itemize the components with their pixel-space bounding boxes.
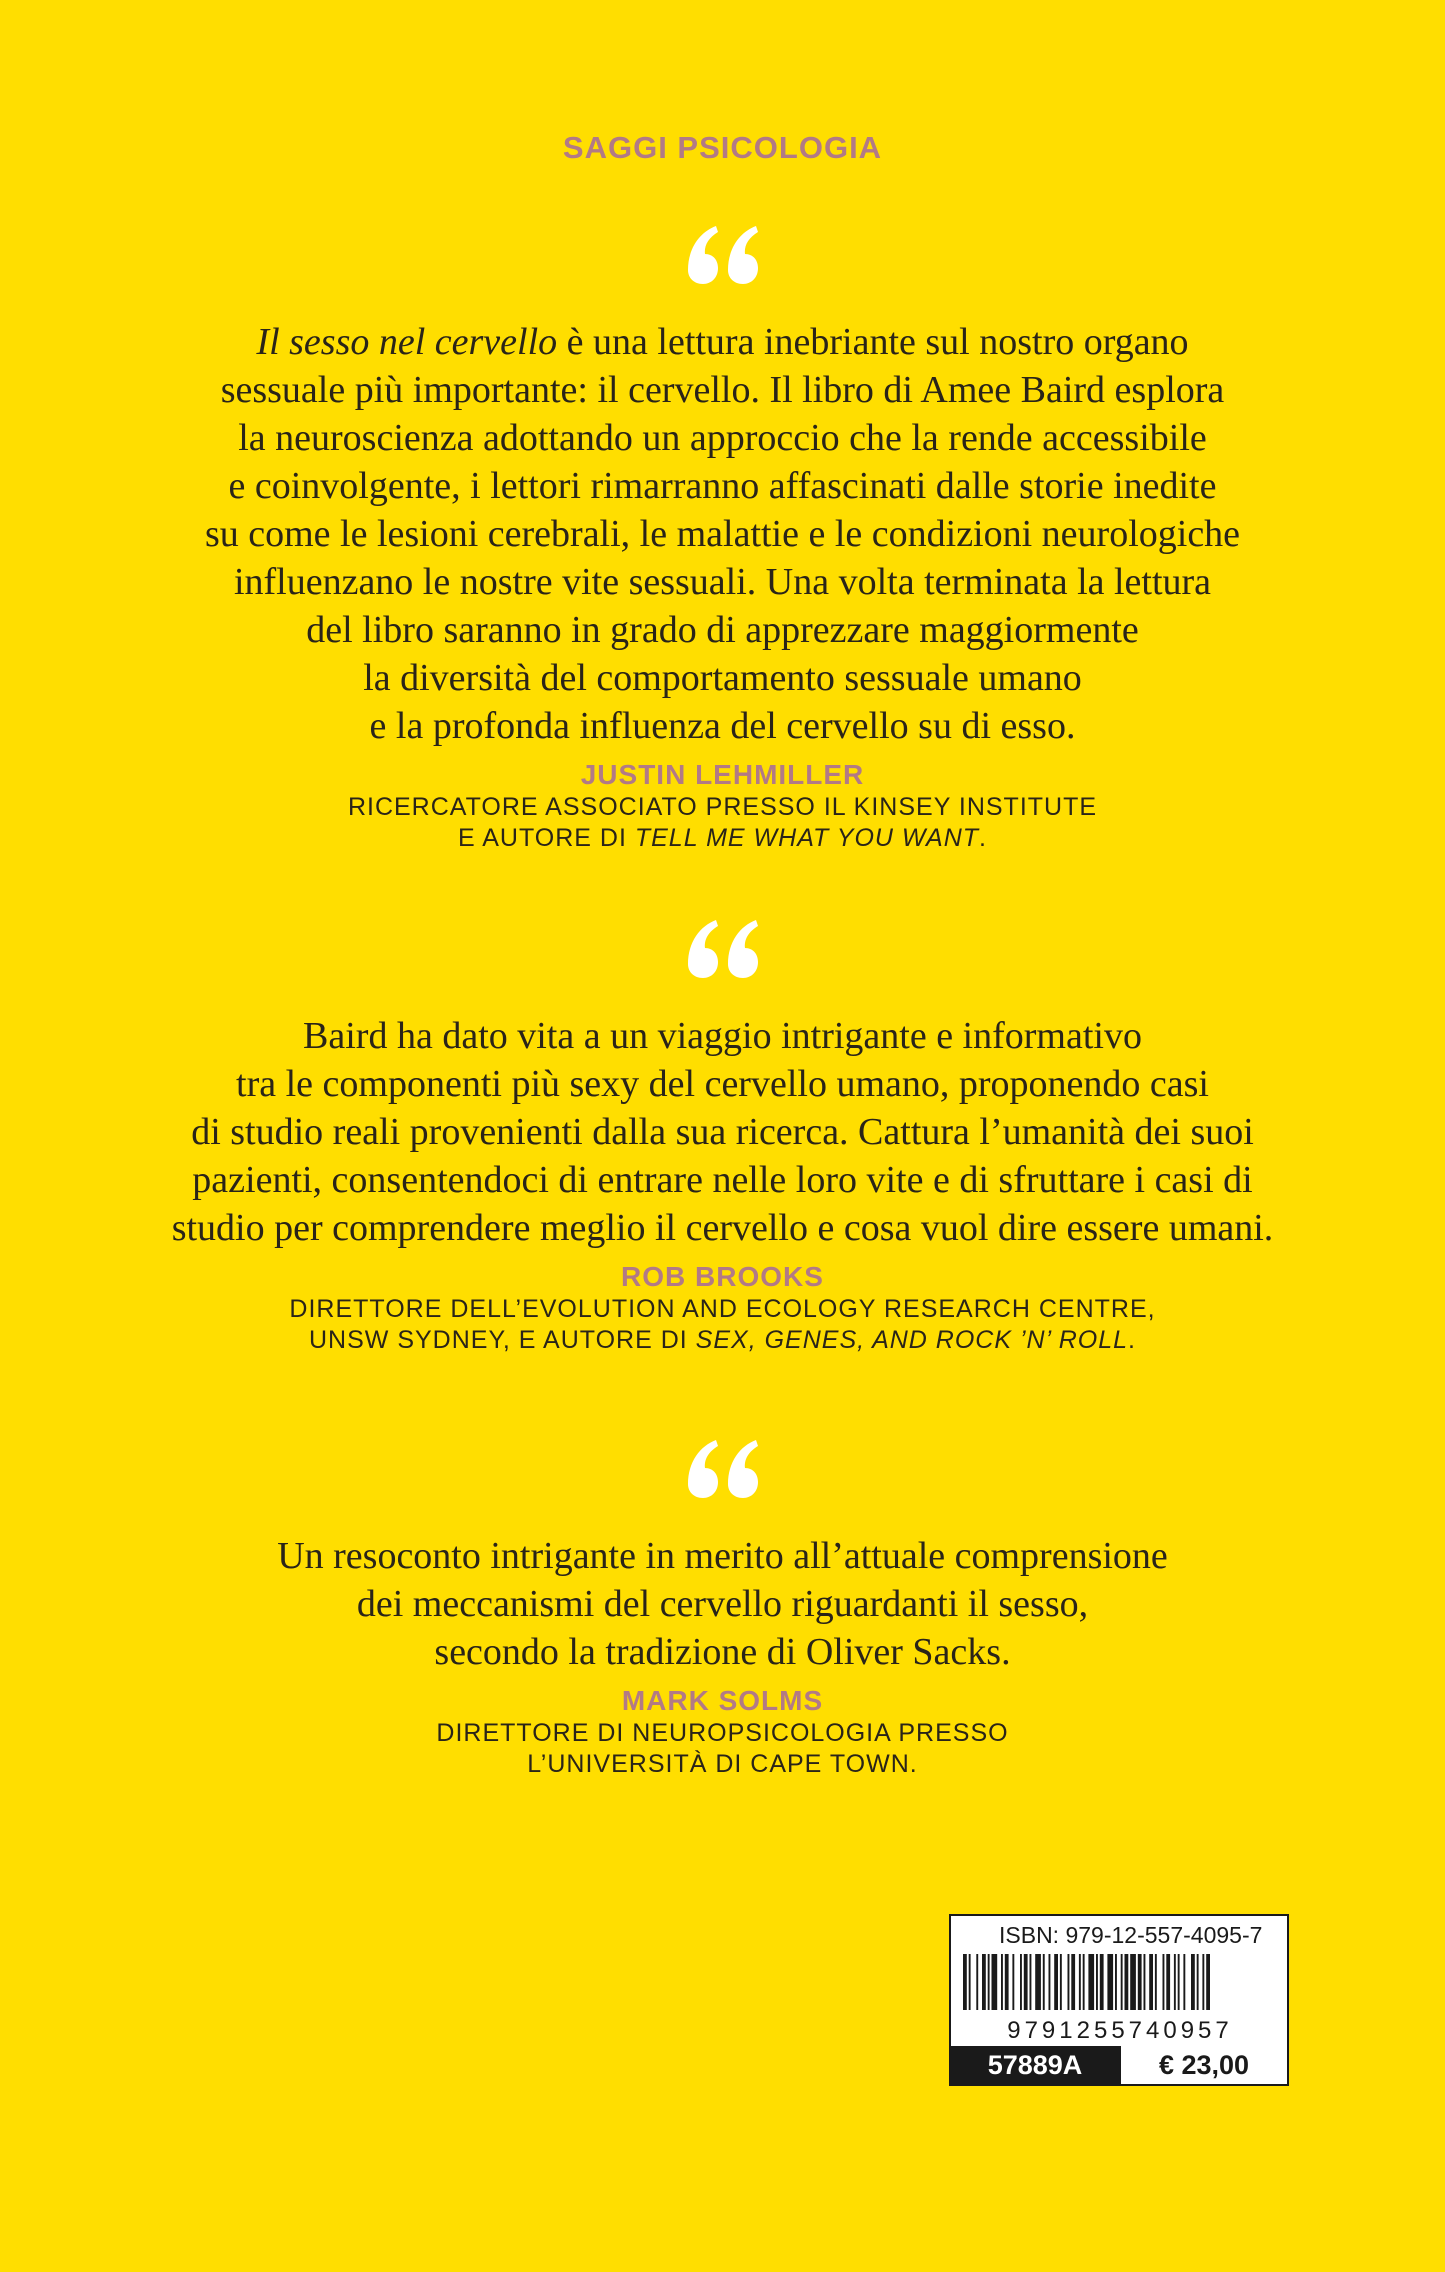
barcode-bar [988, 1954, 990, 2010]
barcode-bar [1183, 1954, 1185, 2010]
isbn-text: ISBN: 979-12-557-4095-7 [999, 1922, 1263, 1948]
price-row [951, 2046, 1287, 2084]
barcode-bar [1079, 1954, 1081, 2010]
barcode-bar [1049, 1954, 1051, 2010]
barcode-bar [1024, 1954, 1028, 2010]
barcode-bar [1060, 1954, 1062, 2010]
barcode-bar [1130, 1954, 1136, 2010]
open-double-quote-icon [0, 912, 1445, 992]
barcode-bar [1107, 1954, 1113, 2010]
barcode-digits: 9791255740957 [1007, 2017, 1233, 2042]
barcode-bar [1083, 1954, 1085, 2010]
barcode-bar [1121, 1954, 1123, 2010]
series-label: SAGGI PSICOLOGIA [562, 130, 883, 165]
barcode-bar [1191, 1954, 1195, 2010]
quote-author-role-3: DIRETTORE DI NEUROPSICOLOGIA PRESSO L’UNIVERSITÀ DI CAPE TOWN. [436, 1719, 1009, 1778]
barcode-bar [1174, 1954, 1176, 2010]
barcode-bar [1202, 1954, 1204, 2010]
barcode-bar [1149, 1954, 1153, 2010]
quote-text-3: Un resoconto intrigante in merito all’attuale comprensione dei meccanismi del cervello riguardanti il sesso, secondo la tradizione di Oliver Sacks. [277, 1535, 1168, 1673]
barcode-bar [1020, 1954, 1022, 2010]
barcode-bar [1155, 1954, 1157, 2010]
book-title: Il sesso nel cervello [256, 321, 558, 363]
quote-author-1: JUSTIN LEHMILLER [580, 759, 865, 790]
barcode-bar [1163, 1954, 1165, 2010]
barcode-bar [1178, 1954, 1180, 2010]
quote-author-3: MARK SOLMS [621, 1685, 824, 1716]
barcode-bar [992, 1954, 998, 2010]
barcode-bars [959, 1954, 1281, 2042]
barcode-bar [1206, 1954, 1210, 2010]
quote-block-3 [0, 1432, 1445, 1780]
barcode-bar [969, 1954, 971, 2010]
barcode-bar [1088, 1954, 1094, 2010]
quote-author-role-2: DIRETTORE DELL’EVOLUTION AND ECOLOGY RESEARCH CENTRE, UNSW SYDNEY, E AUTORE DI SEX, GENES, AND ROCK ’N’ ROLL. [289, 1295, 1156, 1354]
barcode-label [949, 1914, 1289, 2086]
barcode-bar [1005, 1954, 1009, 2010]
barcode-bar [1068, 1954, 1070, 2010]
barcode-bar [1071, 1954, 1075, 2010]
price: € 23,00 [1119, 2046, 1287, 2084]
barcode-bar [1043, 1954, 1045, 2010]
product-code: 57889A [951, 2046, 1119, 2084]
quote-author-role-1: RICERCATORE ASSOCIATO PRESSO IL KINSEY INSTITUTE E AUTORE DI TELL ME WHAT YOU WANT. [347, 793, 1098, 852]
quote-text-2: Baird ha dato vita a un viaggio intrigante e informativo tra le componenti più sexy del cervello umano, proponendo casi di studio reali provenienti dalla sua ricerca. Cattura l’umanità dei suoi pazienti, consentendoci di entrare nelle loro vite e di sfruttare i casi di studio per comprendere meglio il cervello e cosa vuol dire essere umani. [171, 1015, 1274, 1249]
barcode-bar [1030, 1954, 1032, 2010]
barcode-bar [1166, 1954, 1170, 2010]
barcode-bar [976, 1954, 978, 2010]
barcode-bar [982, 1954, 986, 2010]
barcode-bar [1001, 1954, 1003, 2010]
quote-author-2: ROB BROOKS [621, 1261, 824, 1292]
barcode-bar [1100, 1954, 1104, 2010]
barcode-bar [1138, 1954, 1142, 2010]
barcode-bar [1035, 1954, 1041, 2010]
barcode-bar [1096, 1954, 1098, 2010]
barcode-bar [1054, 1954, 1058, 2010]
barcode-bar [1012, 1954, 1014, 2010]
quote-block-2 [0, 912, 1445, 1356]
open-double-quote-icon [0, 1432, 1445, 1512]
open-double-quote-icon [0, 218, 1445, 298]
barcode-bar [963, 1954, 967, 2010]
barcode-bar [1125, 1954, 1129, 2010]
barcode-bar [1197, 1954, 1199, 2010]
quote-text-1: Il sesso nel cervello è una lettura inebriante sul nostro organo sessuale più importante: il cervello. Il libro di Amee Baird esplora la neuroscienza adottando un approccio che la rende accessibile e coinvolgente, i lettori rimarranno affascinati dalle storie inedite su come le lesioni cerebrali, le malattie e le condizioni neurologiche influenzano le nostre vite sessuali. Una volta terminata la lettura del libro saranno in grado di apprezzare maggiormente la diversità del comportamento sessuale umano e la profonda influenza del cervello su di esso. [204, 321, 1241, 747]
barcode-bar [1115, 1954, 1117, 2010]
barcode-bar [1144, 1954, 1146, 2010]
quote-block-1 [0, 218, 1445, 854]
